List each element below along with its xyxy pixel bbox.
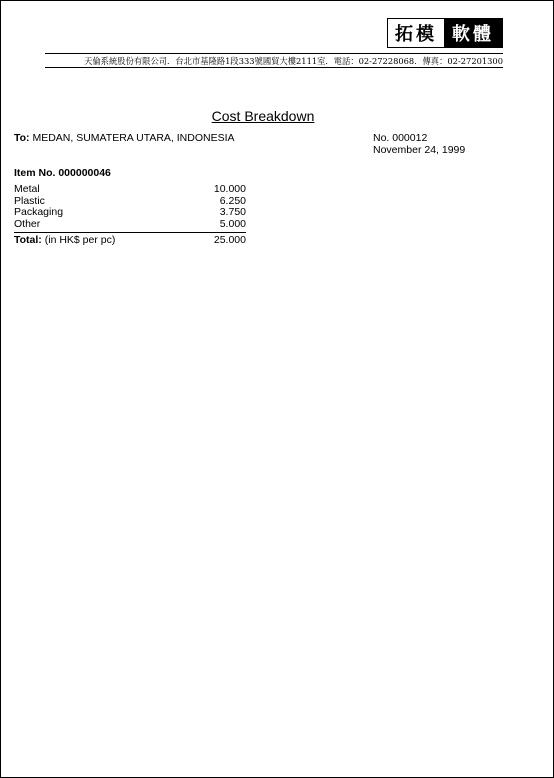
company-address-line: 天倫系統股份有限公司．台北市基隆路1段333號國貿大樓2111室．電話：02-27228068．傳真：02-27201300 (84, 56, 503, 66)
total-divider (14, 232, 246, 233)
cost-row (14, 184, 246, 196)
logo-right-text: 軟體 (444, 19, 502, 47)
document-date: November 24, 1999 (373, 144, 466, 156)
logo-left-text: 拓模 (388, 19, 444, 47)
total-row (14, 234, 246, 246)
total-value: 25.000 (213, 234, 246, 246)
header-rule-bottom (45, 67, 503, 68)
cost-label: Metal (14, 183, 40, 195)
cost-value: 6.250 (219, 194, 246, 207)
total-unit: (in HK$ per pc) (44, 234, 116, 246)
cost-label: Packaging (14, 206, 64, 218)
item-number: Item No. 000000046 (14, 167, 111, 179)
cost-value: 3.750 (219, 206, 246, 218)
company-logo (387, 18, 503, 48)
total-label: Total: (14, 234, 42, 246)
header-rule-top (45, 53, 503, 54)
recipient-label: To: (14, 132, 30, 144)
document-number: No. 000012 (373, 132, 428, 144)
cost-row (14, 207, 246, 219)
cost-label: Plastic (14, 194, 45, 207)
document-reference (373, 132, 465, 156)
total-label-group (14, 234, 115, 246)
cost-label: Other (14, 217, 41, 230)
cost-value: 5.000 (219, 217, 246, 230)
cost-value: 10.000 (213, 183, 246, 195)
cost-table (14, 184, 246, 246)
recipient-line (14, 132, 235, 144)
document-title: Cost Breakdown (211, 108, 315, 124)
recipient-value: MEDAN, SUMATERA UTARA, INDONESIA (32, 132, 235, 144)
cost-row (14, 219, 246, 231)
